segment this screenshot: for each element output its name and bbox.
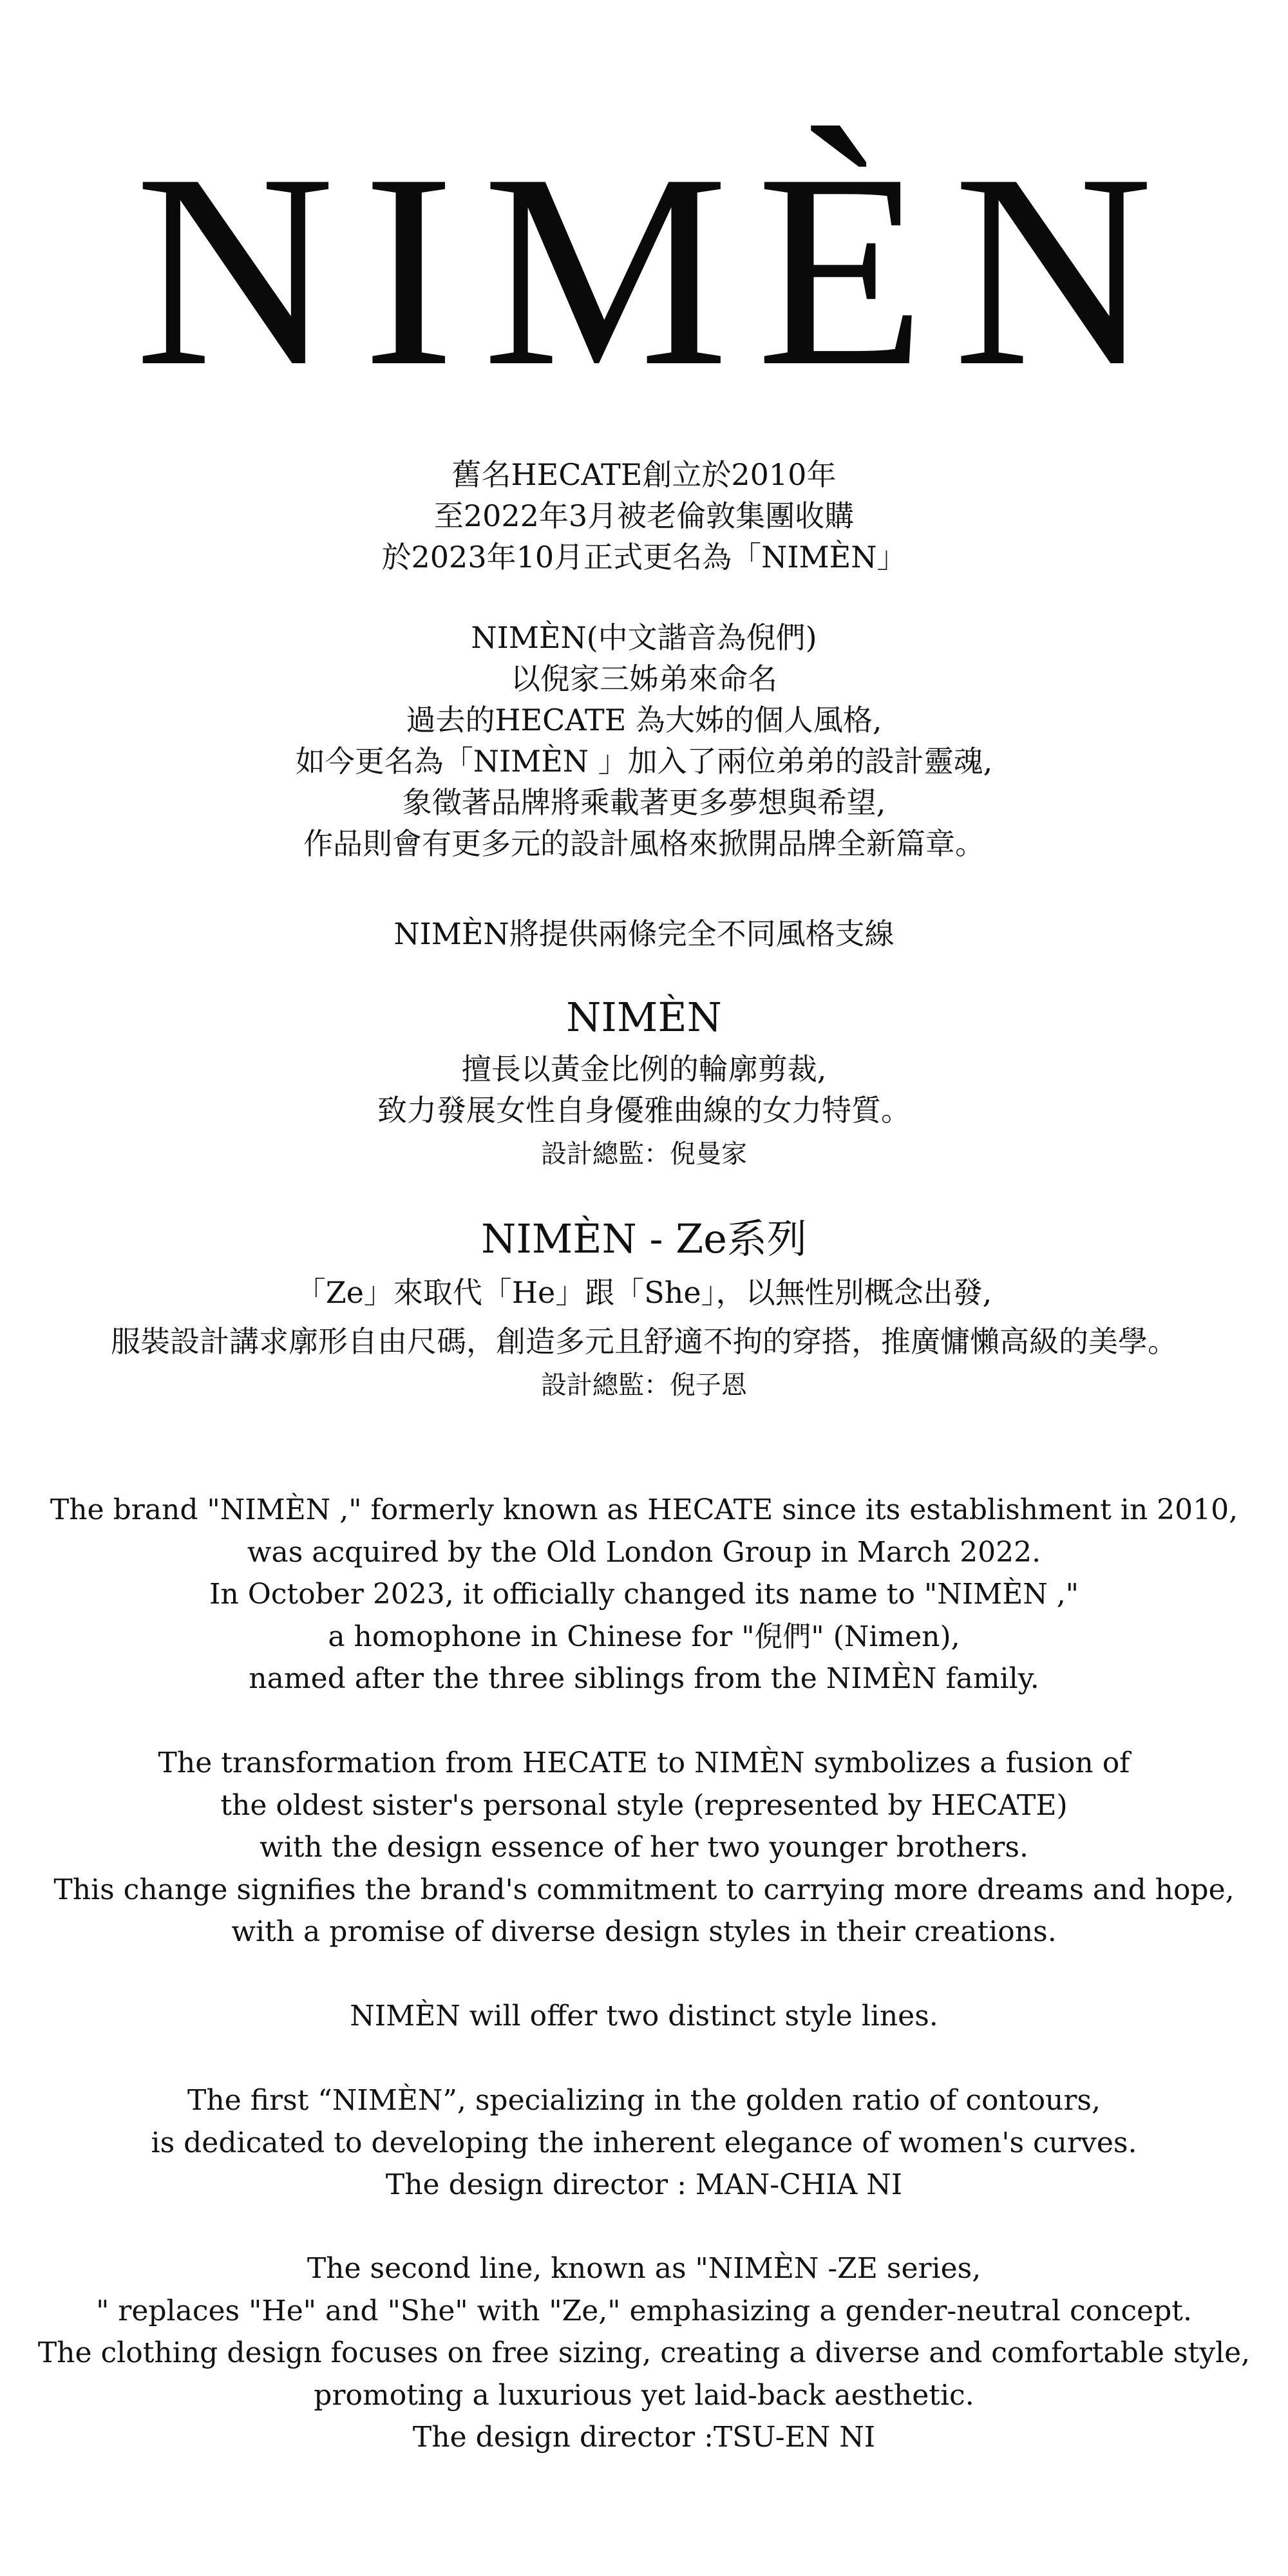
text-line: a homophone in Chinese for "倪們" (Nimen),: [328, 1620, 960, 1653]
text-line: 象徵著品牌將乘載著更多夢想與希望,: [402, 785, 886, 820]
text-line: The first “NIMÈN”, specializing in the golden ratio of contours,: [187, 2084, 1101, 2117]
text-line: The transformation from HECATE to NIMÈN symbolizes a fusion of: [158, 1747, 1130, 1779]
text-line: 舊名HECATE創立於2010年: [451, 457, 837, 492]
text-line: 「Ze」來取代「He」跟「She」，以無性別概念出發,: [296, 1275, 992, 1310]
en-intro: [0, 1489, 1288, 1700]
lines-intro-zh: [0, 913, 1288, 954]
en-lines-intro: [0, 1995, 1288, 2038]
line2-director: 設計總監：倪子恩: [541, 1370, 747, 1400]
line1-title: NIMÈN: [566, 994, 722, 1041]
text-line: The brand "NIMÈN ," formerly known as HECATE since its establishment in 2010,: [50, 1493, 1238, 1526]
text-line: The second line, known as "NIMÈN -ZE series,: [307, 2252, 981, 2285]
about-zh: [0, 617, 1288, 864]
text-line: 如今更名為「NIMÈN 」加入了兩位弟弟的設計靈魂,: [295, 744, 993, 779]
text-line: with a promise of diverse design styles in their creations.: [231, 1915, 1057, 1948]
text-line: the oldest sister's personal style (represented by HECATE): [220, 1788, 1068, 1822]
text-line: promoting a luxurious yet laid-back aesthetic.: [314, 2378, 974, 2412]
text-line: is dedicated to developing the inherent elegance of women's curves.: [151, 2126, 1137, 2159]
text-line: This change signifies the brand's commitment to carrying more dreams and hope,: [53, 1873, 1235, 1906]
line2-description: [0, 1272, 1288, 1362]
text-line: In October 2023, it officially changed its name to "NIMÈN ,": [209, 1578, 1079, 1611]
text-line: NIMÈN(中文諧音為倪們): [471, 620, 817, 655]
text-line: 以倪家三姊弟來命名: [511, 661, 777, 696]
text-line: " replaces "He" and "She" with "Ze," emphasizing a gender-neutral concept.: [96, 2294, 1192, 2327]
line1-director: 設計總監：倪曼家: [541, 1139, 747, 1169]
text-line: The design director : MAN-CHIA NI: [385, 2168, 903, 2201]
intro-zh: [0, 454, 1288, 578]
text-line: 於2023年10月正式更名為「NIMÈN」: [381, 540, 907, 574]
en-line1: [0, 2079, 1288, 2206]
text-line: 過去的HECATE 為大姊的個人風格,: [406, 703, 882, 737]
en-transformation: [0, 1742, 1288, 1953]
line1-description: [0, 1048, 1288, 1131]
text-line: 服裝設計講求廓形自由尺碼，創造多元且舒適不拘的穿搭，推廣慵懶高級的美學。: [111, 1324, 1177, 1359]
text-line: with the design essence of her two younger brothers.: [260, 1831, 1028, 1864]
text-line: NIMÈN將提供兩條完全不同風格支線: [393, 916, 895, 951]
text-line: The design director :TSU-EN NI: [412, 2421, 876, 2454]
text-line: 致力發展女性自身優雅曲線的女力特質。: [377, 1093, 911, 1128]
text-line: 擅長以黃金比例的輪廓剪裁,: [461, 1052, 827, 1086]
text-line: was acquired by the Old London Group in March 2022.: [247, 1535, 1041, 1569]
line2-title: NIMÈN - Ze系列: [481, 1215, 807, 1262]
text-line: named after the three siblings from the NIMÈN family.: [249, 1662, 1039, 1695]
text-line: 至2022年3月被老倫敦集團收購: [433, 498, 855, 533]
en-line2: [0, 2248, 1288, 2459]
text-line: NIMÈN will offer two distinct style lines.: [350, 2000, 938, 2032]
brand-logo: NIMÈN: [135, 117, 1181, 424]
text-line: The clothing design focuses on free sizing, creating a diverse and comfortable style,: [37, 2336, 1251, 2369]
text-line: 作品則會有更多元的設計風格來掀開品牌全新篇章。: [303, 826, 985, 861]
